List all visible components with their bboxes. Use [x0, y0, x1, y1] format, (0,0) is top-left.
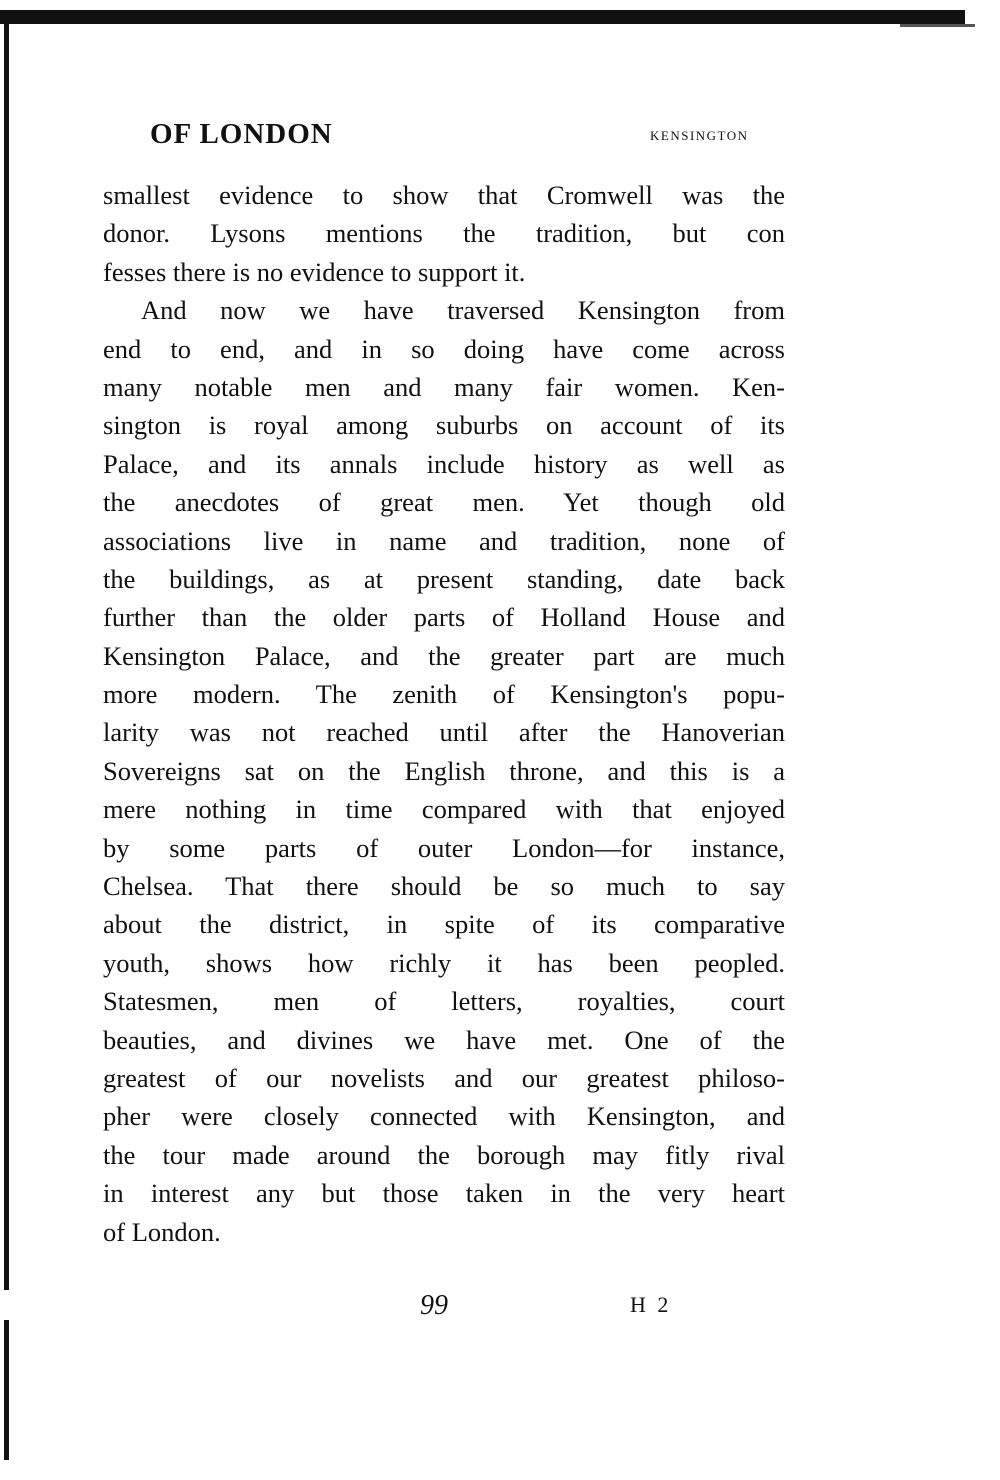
text-line: fesses there is no evidence to support it.	[103, 256, 526, 287]
signature-mark: H 2	[630, 1292, 672, 1317]
text-line: smallest evidence to show that Cromwell was the	[103, 180, 785, 210]
page-number: 99	[420, 1290, 448, 1321]
running-head-section: KENSINGTON	[650, 128, 749, 143]
text-line: Palace, and its annals include history as well as	[103, 448, 785, 479]
running-head-title: OF LONDON	[150, 118, 333, 150]
page-edge-top	[0, 10, 965, 24]
text-line: by some parts of outer London—for instance,	[103, 832, 785, 863]
text-line: the anecdotes of great men. Yet though old	[103, 487, 785, 518]
text-line: sington is royal among suburbs on account of its	[103, 410, 785, 441]
text-line: Statesmen, men of letters, royalties, court	[103, 986, 785, 1017]
text-line: about the district, in spite of its comparative	[103, 909, 785, 940]
text-line: many notable men and many fair women. Ken-	[103, 371, 785, 402]
text-line: the buildings, as at present standing, date back	[103, 563, 785, 594]
text-line: in interest any but those taken in the very heart	[103, 1178, 785, 1209]
text-line: end to end, and in so doing have come across	[103, 333, 785, 364]
text-line: greatest of our novelists and our greatest philoso-	[103, 1062, 785, 1093]
text-line: And now we have traversed Kensington from	[141, 295, 785, 326]
text-line: of London.	[103, 1216, 221, 1247]
text-line: associations live in name and tradition, none of	[103, 525, 785, 556]
page-edge-gap	[4, 1290, 9, 1320]
text-line: youth, shows how richly it has been peopled.	[103, 947, 785, 978]
text-line: Chelsea. That there should be so much to say	[103, 871, 785, 902]
text-line: Sovereigns sat on the English throne, and this is a	[103, 755, 785, 786]
text-line: Kensington Palace, and the greater part are much	[103, 640, 785, 671]
text-line: beauties, and divines we have met. One of the	[103, 1024, 785, 1055]
page-edge-left	[4, 14, 9, 1460]
body-text	[103, 176, 785, 1251]
page-edge-top-shadow	[900, 24, 975, 27]
text-line: the tour made around the borough may fitly rival	[103, 1139, 785, 1170]
text-line: more modern. The zenith of Kensington's popu-	[103, 679, 785, 710]
text-line: pher were closely connected with Kensington, and	[103, 1101, 785, 1132]
text-line: donor. Lysons mentions the tradition, but con	[103, 218, 785, 249]
text-line: further than the older parts of Holland House and	[103, 602, 785, 633]
text-line: larity was not reached until after the Hanoverian	[103, 717, 785, 748]
text-line: mere nothing in time compared with that enjoyed	[103, 794, 785, 825]
